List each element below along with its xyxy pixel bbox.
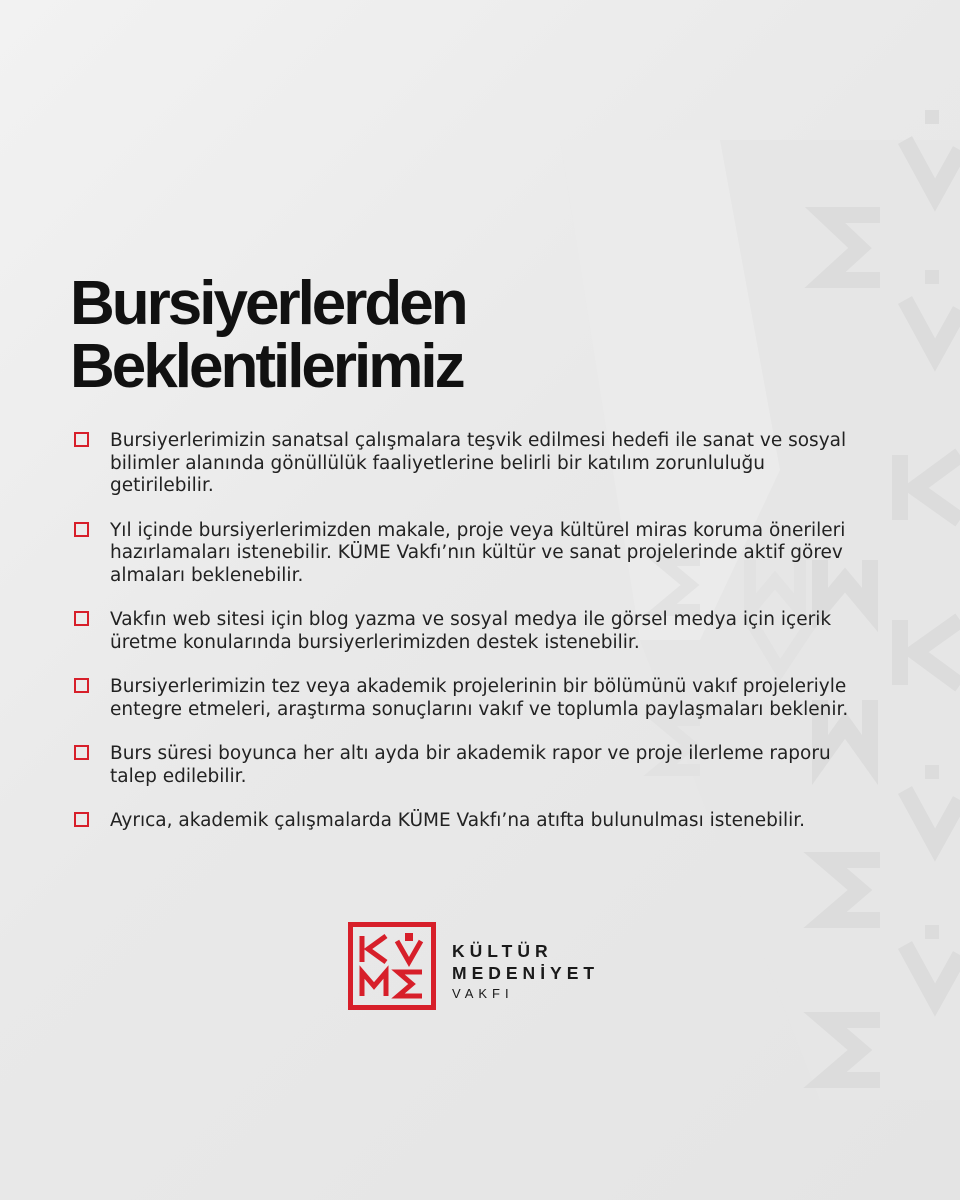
list-item <box>74 743 854 788</box>
list-item <box>74 676 854 721</box>
logo-line-3: VAKFI <box>452 986 514 1001</box>
kume-logo-mark-icon <box>348 922 436 1010</box>
checkbox-icon <box>74 678 89 693</box>
list-item-text: Vakfın web sitesi için blog yazma ve sosyal medya ile görsel medya için içerik üretme konularında bursiyerlerimizden destek istenebilir. <box>110 609 832 653</box>
list-item-text: Burs süresi boyunca her altı ayda bir akademik rapor ve proje ilerleme raporu talep edilebilir. <box>110 743 831 787</box>
logo-wordmark <box>452 940 599 1004</box>
page-title <box>70 269 466 401</box>
list-item <box>74 520 854 588</box>
checkbox-icon <box>74 745 89 760</box>
title-line-1: Bursiyerlerden <box>70 269 466 338</box>
list-item-text: Bursiyerlerimizin sanatsal çalışmalara teşvik edilmesi hedefi ile sanat ve sosyal bilimler alanında gönüllülük faaliyetlerine belirli bir katılım zorunluluğu getirilebilir. <box>110 430 847 496</box>
list-item <box>74 430 854 498</box>
logo-line-2: MEDENİYET <box>452 963 600 983</box>
list-item-text: Bursiyerlerimizin tez veya akademik projelerinin bir bölümünü vakıf projeleriyle entegre etmeleri, araştırma sonuçlarını vakıf ve toplumla paylaşmaları beklenir. <box>110 676 849 720</box>
list-item-text: Ayrıca, akademik çalışmalarda KÜME Vakfı’na atıfta bulunulması istenebilir. <box>110 810 806 831</box>
list-item-text: Yıl içinde bursiyerlerimizden makale, proje veya kültürel miras koruma önerileri hazırlamaları istenebilir. KÜME Vakfı’nın kültür ve sanat projelerinde aktif görev almaları beklenebilir. <box>110 519 846 586</box>
foundation-logo <box>348 922 638 1014</box>
title-line-2: Beklentilerimiz <box>70 332 463 401</box>
checkbox-icon <box>74 812 89 827</box>
logo-line-1: KÜLTÜR <box>452 941 553 961</box>
expectations-list <box>74 430 854 833</box>
list-item <box>74 609 854 654</box>
list-item <box>74 810 854 833</box>
checkbox-icon <box>74 522 89 537</box>
checkbox-icon <box>74 611 89 626</box>
checkbox-icon <box>74 432 89 447</box>
